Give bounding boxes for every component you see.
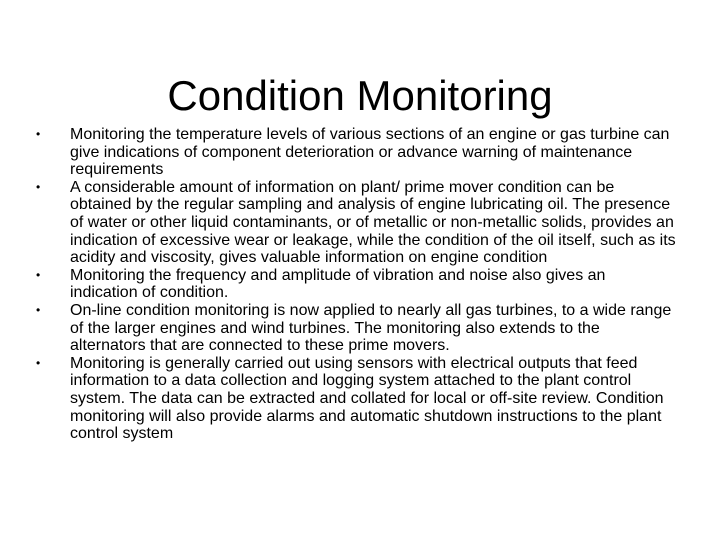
- bullet-dot-icon: •: [36, 267, 41, 282]
- bullet-list: [36, 126, 676, 443]
- bullet-dot-icon: •: [36, 355, 41, 370]
- bullet-item: [36, 267, 676, 302]
- bullet-dot-icon: •: [36, 127, 41, 141]
- bullet-item: [36, 355, 676, 443]
- bullet-dot-icon: •: [36, 179, 41, 194]
- bullet-text: Monitoring the temperature levels of various sections of an engine or gas turbine can give indications of component deterioration or advance warning of maintenance requirements: [70, 126, 670, 179]
- bullet-item: [36, 302, 676, 355]
- bullet-text: Monitoring the frequency and amplitude of vibration and noise also gives an indication of condition.: [70, 266, 606, 302]
- bullet-item: [36, 179, 676, 267]
- bullet-text: On-line condition monitoring is now applied to nearly all gas turbines, to a wide range of the larger engines and wind turbines. The monitoring also extends to the alternators that are connected to these prime movers.: [70, 301, 672, 355]
- bullet-text: A considerable amount of information on plant/ prime mover condition can be obtained by the regular sampling and analysis of engine lubricating oil. The presence of water or other liquid contaminants, or of metallic or non-metallic solids, provides an indication of excessive wear or leakage, while the condition of the oil itself, such as its acidity and viscosity, gives valuable information on engine condition: [70, 178, 676, 267]
- slide-title: Condition Monitoring: [167, 72, 553, 120]
- bullet-item: [36, 126, 676, 179]
- bullet-text: Monitoring is generally carried out using sensors with electrical outputs that feed information to a data collection and logging system attached to the plant control system. The data can be extracted and collated for local or off-site review. Condition monitoring will also provide alarms and automatic shutdown instructions to the plant control system: [70, 354, 664, 443]
- bullet-dot-icon: •: [36, 302, 41, 317]
